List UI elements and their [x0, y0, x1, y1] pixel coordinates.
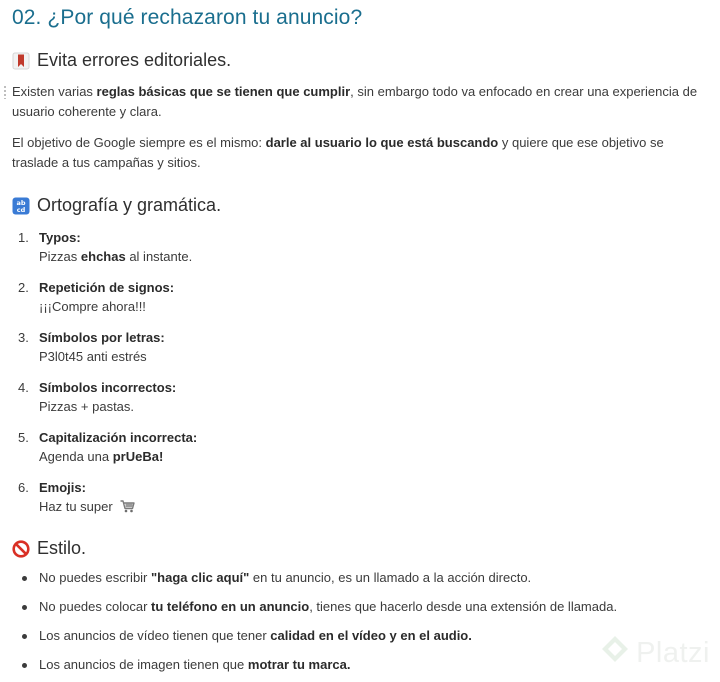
list-item: [12, 597, 702, 626]
bullet-pre: Los anuncios de imagen tienen que: [39, 657, 248, 672]
platzi-logo-icon: [600, 634, 630, 672]
example-pre: Pizzas: [39, 249, 81, 264]
heading-style: [12, 538, 86, 559]
spelling-list: [12, 228, 702, 528]
list-item-label: Capitalización incorrecta:: [39, 430, 198, 445]
bullet-post: , tienes que hacerlo desde una extensión de llamada.: [309, 599, 618, 614]
list-item: [12, 655, 702, 682]
example-pre: Haz tu super: [39, 499, 117, 514]
list-item-example: ¡¡¡Compre ahora!!!: [39, 299, 146, 314]
abcd-icon-top: ab: [16, 198, 26, 207]
paragraph-rules-pre: Existen varias: [12, 84, 97, 99]
bullet-pre: Los anuncios de vídeo tienen que tener: [39, 628, 271, 643]
example-post: al instante.: [125, 249, 193, 264]
paragraph-rules-post: , sin embargo todo va enfocado en crear una experiencia de usuario coherente y clara.: [12, 84, 698, 119]
paragraph-goal-bold: darle al usuario lo que está buscando: [265, 135, 499, 150]
list-item-example: [39, 497, 702, 518]
page-title: 02. ¿Por qué rechazaron tu anuncio?: [12, 6, 363, 29]
bullet-pre: No puedes escribir: [39, 570, 151, 585]
heading-editorial-text: Evita errores editoriales.: [37, 50, 232, 70]
list-item-number: 6.: [18, 480, 29, 495]
list-item-number: 2.: [18, 280, 29, 295]
example-pre: Agenda una: [39, 449, 113, 464]
list-item-example: P3l0t45 anti estrés: [39, 349, 147, 364]
bullet-bold: "haga clic aquí": [151, 570, 250, 585]
heading-spelling-text: Ortografía y gramática.: [37, 195, 222, 215]
abcd-icon-bottom: cd: [16, 205, 26, 214]
bullet-pre: No puedes colocar: [39, 599, 152, 614]
list-item: [12, 328, 702, 378]
style-list: [12, 568, 702, 682]
list-item-label: Typos:: [39, 230, 81, 245]
list-item-example: [39, 447, 702, 466]
drag-handle-icon[interactable]: [3, 85, 7, 99]
abcd-input-icon: [12, 197, 30, 215]
paragraph-rules: [12, 82, 708, 121]
paragraph-google-goal: [12, 133, 708, 172]
list-item-label: Símbolos por letras:: [39, 330, 165, 345]
paragraph-rules-bold: reglas básicas que se tienen que cumplir: [96, 84, 351, 99]
list-item-label: Repetición de signos:: [39, 280, 175, 295]
bullet-bold: calidad en el vídeo y en el audio.: [270, 628, 472, 643]
heading-editorial: [12, 50, 231, 71]
watermark-text: Platzi: [636, 636, 710, 669]
list-item-label: Emojis:: [39, 480, 86, 495]
heading-style-text: Estilo.: [37, 538, 87, 558]
list-item: [12, 228, 702, 278]
list-item-number: 1.: [18, 230, 29, 245]
list-item-label: Símbolos incorrectos:: [39, 380, 177, 395]
list-item: [12, 428, 702, 478]
paragraph-goal-post: y quiere que ese objetivo se traslade a tus campañas y sitios.: [12, 135, 664, 170]
list-item: [12, 568, 702, 597]
list-item-number: 4.: [18, 380, 29, 395]
bullet-bold: motrar tu marca.: [247, 657, 351, 672]
list-item: [12, 478, 702, 528]
list-item-example: [39, 247, 702, 266]
example-bold: ehchas: [80, 249, 126, 264]
shopping-cart-icon: [120, 499, 135, 518]
bullet-bold: tu teléfono en un anuncio: [151, 599, 310, 614]
list-item: [12, 278, 702, 328]
list-item-number: 5.: [18, 430, 29, 445]
list-item: [12, 378, 702, 428]
heading-spelling: [12, 195, 221, 216]
bullet-post: en tu anuncio, es un llamado a la acción directo.: [249, 570, 532, 585]
example-bold: prUeBa!: [112, 449, 164, 464]
platzi-watermark: [600, 634, 710, 672]
paragraph-goal-pre: El objetivo de Google siempre es el mismo:: [12, 135, 266, 150]
list-item: [12, 626, 702, 655]
prohibited-icon: [12, 540, 30, 558]
list-item-number: 3.: [18, 330, 29, 345]
list-item-example: Pizzas + pastas.: [39, 399, 135, 414]
bookmark-icon: [12, 52, 30, 70]
